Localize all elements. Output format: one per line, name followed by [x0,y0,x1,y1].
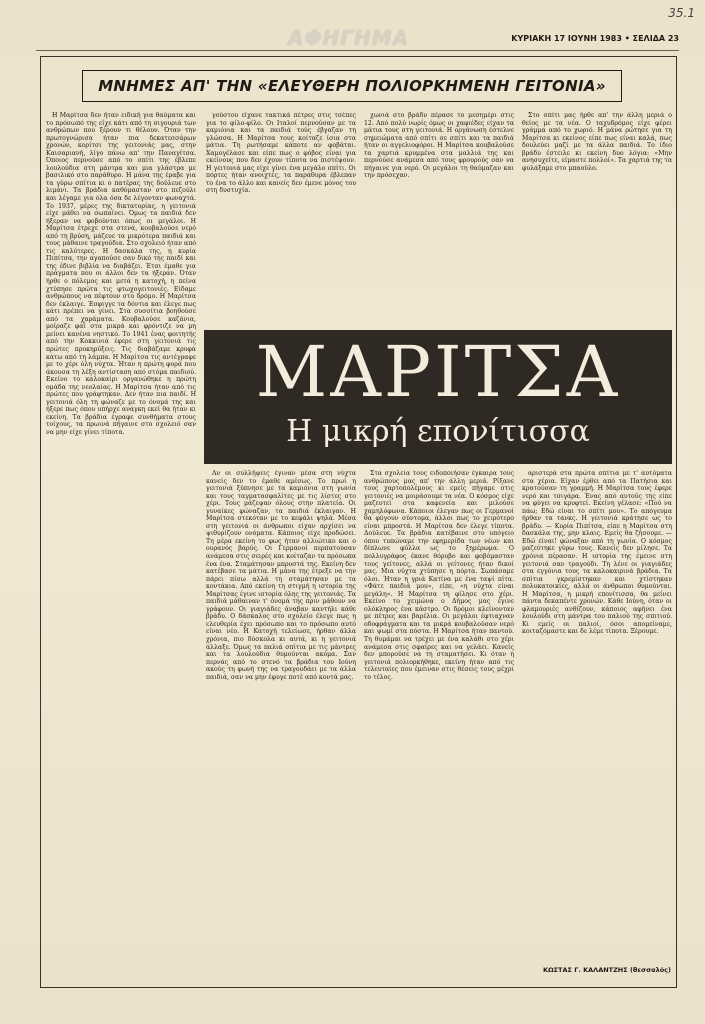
author-byline: ΚΩΣΤΑΣ Γ. ΚΑΛΑΝΤΖΗΣ (θεσσαλός) [543,966,671,974]
handwritten-page-note: 35.1 [668,6,695,20]
column-text: Στα σχολεία τους ειδοποιήσαν έγκαιρα τους ανθρώπους μας απ' την άλλη μεριά. Ρίξανε τους χαρτοπολέμους κι εμείς πήγαμε στις γειτονιές να μοιράσουμε τα νέα. Ο κόσμος είχε μαζευτεί στα καφενεία και μιλούσε χαμηλόφωνα. Κάποιοι έλεγαν πως οι Γερμανοί θα φύγουν σύντομα, άλλοι πως το χειρότερο είναι μπροστά. Η Μαρίτσα δεν έλεγε τίποτα. Δούλευε. Τα βράδια κατέβαινε στο υπόγειο όπου τυπώναμε την εφημερίδα των νέων και δίπλωνε φύλλα ως το ξημέρωμα. Ο πολλυγράφος έκανε θόρυβο και φοβόμασταν τους γείτονες, αλλά οι γείτονες ήταν δικοί μας. Μια νύχτα χτύπησε η πόρτα. Σωπάσαμε όλοι. Ήταν η γριά Κατίνα με ένα ταψί πίτα. «Φάτε παιδιά μου», είπε, «η νύχτα είναι μεγάλη». Η Μαρίτσα τη φίλησε στο χέρι. Εκείνο το χειμώνα ο Δήμος μας έγινε ολόκληρος ένα κάστρο. Οι δρόμοι κλείνονταν με πέτρες και βαρέλια. Οι μεγάλοι έφτιαχναν οδοφράγματα και τα μικρά κουβαλούσαν νερό και ψωμί στα πόστα. Η Μαρίτσα ήταν παντού. Τη θυμάμαι να τρέχει με ένα καλάθι στο χέρι ανάμεσα στις σφαίρες και να γελάει. Κανείς δεν μπορούσε να τη σταματήσει. Κι όταν η γειτονιά πολιορκήθηκε, εκείνη ήταν από τις τελευταίες που έμειναν στις θέσεις τους μέχρι το τέλος. [364,470,514,681]
column-text: Στο σπίτι μας ήρθε απ' την άλλη μεριά ο θείος με τα νέα. Ο ταχυδρόμος είχε φέρει γράμμα από το χωριό. Η μάνα ρώτησε για τη Μαρίτσα κι εκείνος είπε πως είναι καλά, πως δουλεύει μαζί με τα άλλα παιδιά. Το ίδιο βράδυ έστειλε κι εκείνη δυο λόγια: «Μην ανησυχείτε, είμαστε πολλοί». Τα χαρτιά της τα φυλάξαμε στο μπαούλο. [522,112,672,172]
banner-subtitle: Η μικρή επονίτισσα [286,414,590,449]
article-column-7 [522,470,672,964]
banner-title: ΜΑΡΙΤΣΑ [255,331,621,413]
column-text: χωνιά στο βράδυ πέρασε το μεσημέρι στις 12. Από πολύ νωρίς όμως οι χαφιέδες είχαν τα μάτια τους στη γειτονιά. Η οργάνωση έστελνε σημειώματα από σπίτι σε σπίτι και τα παιδιά ήταν οι αγγελιοφόροι. Η Μαρίτσα κουβαλούσε τα χαρτιά κρυμμένα στα μαλλιά της και περνούσε ανάμεσα από τους φρουρούς σαν να πήγαινε για νερό. Οι μεγάλοι τη θαύμαζαν και την πρόσεχαν. [364,112,514,180]
article-column-2 [206,112,356,328]
section-title: ΑΦΗΓΗΜΑ [288,26,410,50]
article-column-5 [206,470,356,980]
issue-date: ΚΥΡΙΑΚΗ 17 ΙΟΥΝΗ 1983 • ΣΕΛΙΔΑ 23 [511,34,679,43]
masthead [36,26,679,51]
headline-box [82,70,622,102]
article-column-6 [364,470,514,980]
column-text: Η Μαρίτσα δεν ήταν ειδική για θαύματα και το πρόσωπό της είχε κάτι από τη σιγουριά των ανθρώπων που ξέρουν τι θέλουν. Όταν την πρωτογνώρισα ήταν πια δεκατεσσάρων χρονών, κορίτσι της γειτονιάς μας, στην Καισαριανή, λίγο πάνω απ' την Παναγίτσα. Όποιος περνούσε από το σπίτι της έβλεπε λουλούδια στη μάντρα και μια γλάστρα με βασιλικό στο παράθυρο. Η μάνα της έραβε για τα γύρω σπίτια κι ο πατέρας της δούλευε στο λιμάνι. Τα βράδια καθόμασταν στο πεζούλι και λέγαμε για όλα όσα δε λέγονταν φωναχτά. Το 1937, μέρες της δικτατορίας, η γειτονιά είχε μάθει να σωπαίνει. Όμως τα παιδιά δεν ήξεραν να φοβούνται όπως οι μεγάλοι. Η Μαρίτσα έτρεχε στα στενά, κουβαλούσε νερό από τη βρύση, μάζευε τα μικρότερα παιδιά και τους μάθαινε τραγούδια. Στο σχολειό ήταν από τις καλύτερες. Η δασκάλα της, η κυρία Πιπίτσα, την αγαπούσε σαν δικό της παιδί και της έδινε βιβλία να διαβάζει. Έτσι έμαθε για πράγματα που οι άλλοι δεν τα ήξεραν. Όταν ήρθε ο πόλεμος και μετά η κατοχή, η πείνα χτύπησε πρώτα τις φτωχογειτονιές. Είδαμε ανθρώπους να πέφτουν στο δρόμο. Η Μαρίτσα δεν έκλαιγε. Έσφιγγε τα δόντια και έλεγε πως κάτι πρέπει να γίνει. Στα συσσίτια βοηθούσε από τα χαράματα. Κουβαλούσε καζάνια, μοίραζε φαΐ στα μικρά και φρόντιζε να μη μείνει κανένα νηστικό. Το 1941 ένας φοιτητής από την Κοκκινιά έφερε στη γειτονιά τις πρώτες προκηρύξεις. Τις διαβάζαμε κρυφά κάτω από τη λάμπα. Η Μαρίτσα τις αντέγραφε με το χέρι όλη νύχτα. Ήταν η πρώτη φορά που άκουσα τη λέξη αντίσταση από στόμα παιδιού. Εκείνο το καλοκαίρι οργανώθηκε η πρώτη ομάδα της νεολαίας. Η Μαρίτσα ήταν από τις πρώτες που γράφτηκαν. Δεν ήταν πια παιδί. Η γειτονιά όλη τη φώναζε με το όνομά της και ήξερε πως όπου υπήρχε ανάγκη εκεί θα ήταν κι εκείνη. Τα βράδια έγραφε συνθήματα στους τοίχους, τα πρωινά πήγαινε στο σχολειό σαν να μην είχε γίνει τίποτα. [46,112,196,436]
column-text: γούστου είχανε τακτικά πέτρες στις τσέπες για το φίλο-φίλο. Οι Ιταλοί περνούσαν με τα καμιόνια και τα παιδιά τούς έβγαζαν τη γλώσσα. Η Μαρίτσα τους κοίταζε ίσια στα μάτια. Τη ρωτήσαμε κάποτε αν φοβάται. Χαμογέλασε και είπε πως ο φόβος είναι για εκείνους που δεν έχουν τίποτα να πιστέψουν. Η γειτονιά μας είχε γίνει ένα μεγάλο σπίτι. Οι πόρτες ήταν ανοιχτές, τα παράθυρα έβλεπαν το ένα το άλλο και κανείς δεν έμενε μόνος του στη δυστυχία. [206,112,356,195]
article-column-1 [46,112,196,980]
column-text: αριστερά στα πρώτα σπίτια με τ' αυτόματα στα χέρια. Είχαν έρθει από τα Πατήσια και κρατούσαν τη γραμμή. Η Μαρίτσα τους έφερε νερό και τσιγάρα. Ένας από αυτούς της είπε να φύγει να κρυφτεί. Εκείνη γέλασε: «Πού να πάω; Εδώ είναι το σπίτι μου». Το απόγευμα ήρθαν τα τανκς. Η γειτονιά κράτησε ως το βράδυ. — Κυρία Πιπίτσα, είπε η Μαρίτσα στη δασκάλα της, μην κλαις. Εμείς θα ζήσουμε. — Εδώ είναι! φώναξαν από τη γωνία. Ο κόσμος μαζεύτηκε γύρω τους. Κανείς δεν μίλησε. Τα χρόνια πέρασαν. Η ιστορία της έμεινε στη γειτονιά σαν τραγούδι. Τη λένε οι γιαγιάδες στα εγγόνια τους τα καλοκαιρινά βράδια. Τα σπίτια γκρεμίστηκαν και χτίστηκαν πολυκατοικίες, αλλά οι άνθρωποι θυμούνται. Η Μαρίτσα, η μικρή επονίτισσα, θα μείνει πάντα δεκαπέντε χρονών. Κάθε Ιούνη, όταν οι φλαμουριές ανθίζουν, κάποιος αφήνει ένα λουλούδι στη μάντρα του παλιού της σπιτιού. Κι εμείς οι παλιοί, όσοι απομείναμε, κοιταζόμαστε και δε λέμε τίποτα. Ξέρουμε. [522,470,672,636]
article-headline: ΜΝΗΜΕΣ ΑΠ' ΤΗΝ «ΕΛΕΥΘΕΡΗ ΠΟΛΙΟΡΚΗΜΕΝΗ ΓΕΙΤΟΝΙΑ» [98,77,606,95]
article-column-4 [522,112,672,328]
column-text: Αν οι συλλήψεις έγιναν μέσα στη νύχτα κανείς δεν το έμαθε αμέσως. Το πρωί η γειτονιά ξύπνησε με τα καμιόνια στη γωνία και τους ταγματασφαλίτες με τις λίστες στο χέρι. Τους μάζεψαν όλους στην πλατεία. Οι γυναίκες φώναζαν, τα παιδιά έκλαιγαν. Η Μαρίτσα στεκόταν με το κεφάλι ψηλά. Μέσα στη γειτονιά οι άνθρωποι είχαν αρχίσει να ψιθυρίζουν ονόματα. Κάποιος είχε προδώσει. Τη μέρα εκείνη το φως ήταν αλλιώτικο και ο ουρανός βαρύς. Οι Γερμανοί περπατούσαν ανάμεσα στις σειρές και κοίταζαν τα πρόσωπα ένα ένα. Σταμάτησαν μπροστά της. Εκείνη δεν κατέβασε τα μάτια. Η μάνα της έτρεξε να την πάρει πίσω αλλά τη σταμάτησαν με τα κοντάκια. Από εκείνη τη στιγμή η ιστορία της Μαρίτσας έγινε ιστορία όλης της γειτονιάς. Τα παιδιά μάθαιναν τ' όνομά της πριν μάθουν να γράφουν. Οι γιαγιάδες άναβαν καντήλι κάθε βράδυ. Ο δάσκαλος στο σχολείο έλεγε πως η ελευθερία έχει πρόσωπο και το πρόσωπο αυτό είναι νέο. Η Κατοχή τελείωσε, ήρθαν άλλα χρόνια, πιο δύσκολα κι αυτά, κι η γειτονιά άλλαξε. Όμως τα παλιά σπίτια με τις μάντρες και τα λουλούδια θυμούνται ακόμα. Σαν περνάς από το στενό τα βράδια του Ιούνη ακούς τη φωνή της να τραγουδάει με τα άλλα παιδιά, σαν να μην έφυγε ποτέ από κοντά μας. [206,470,356,681]
title-banner [204,330,672,464]
article-column-3 [364,112,514,328]
